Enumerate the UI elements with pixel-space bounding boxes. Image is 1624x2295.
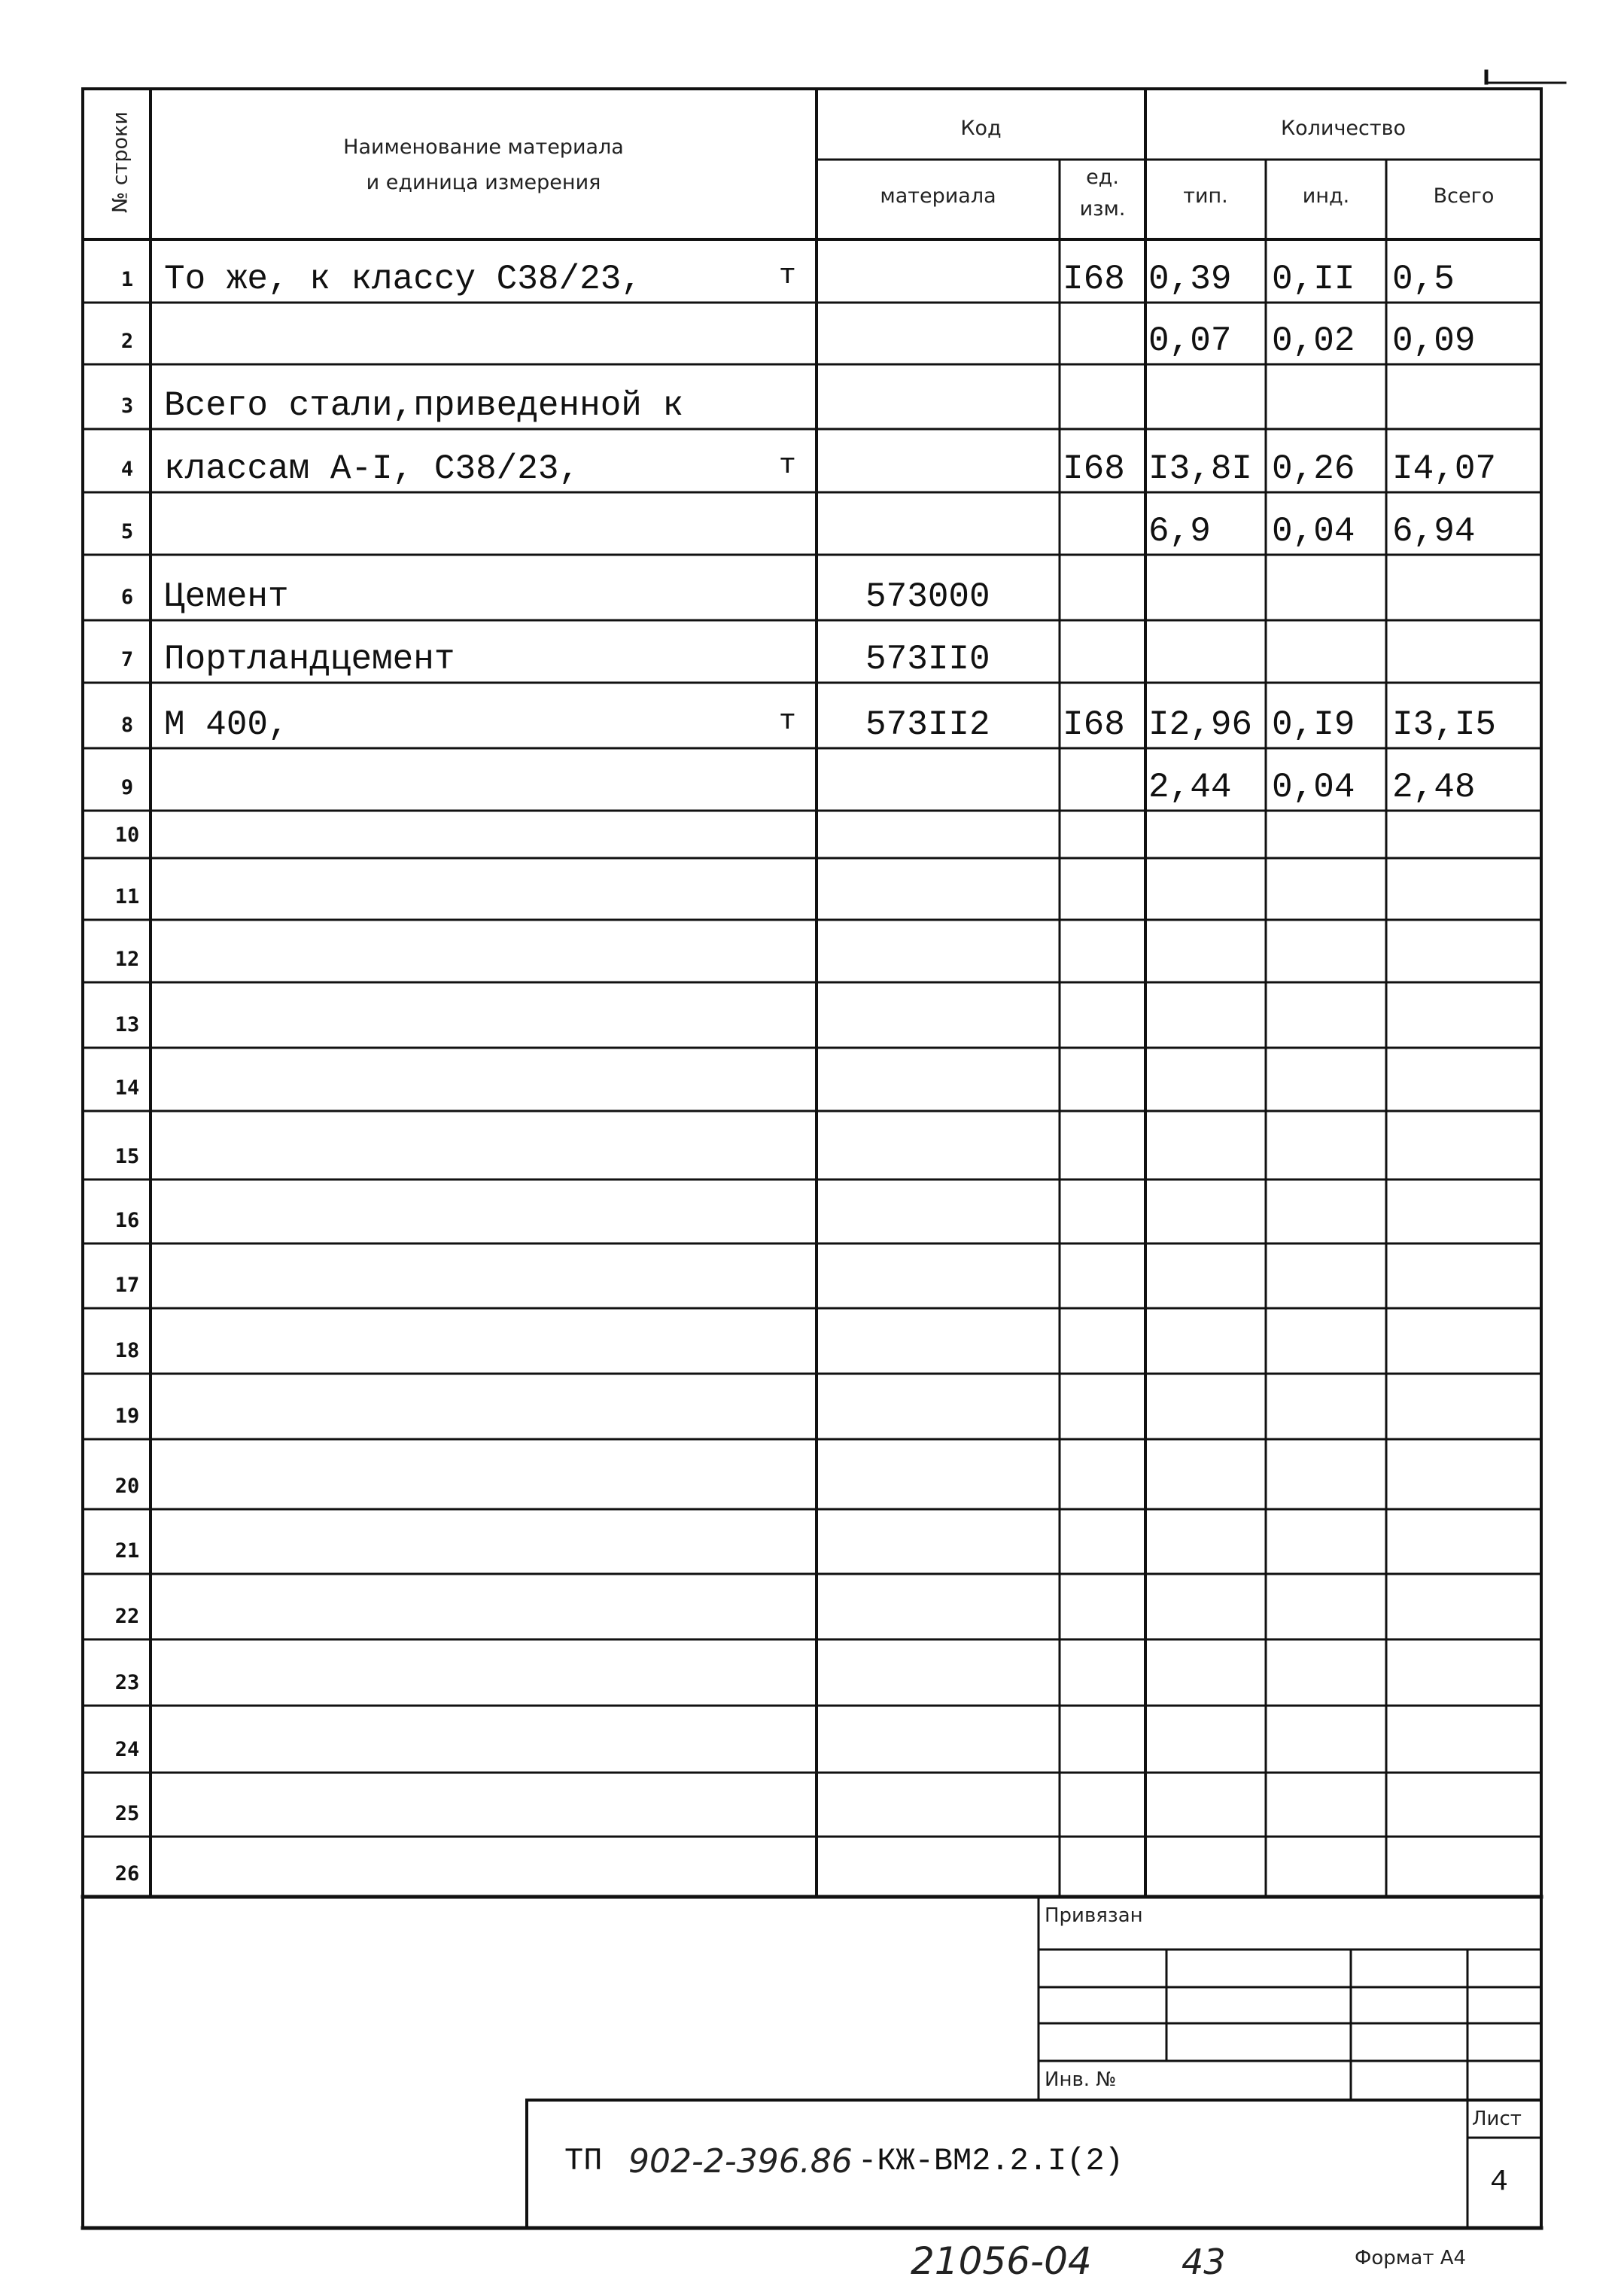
- row-unit-code: I68: [1063, 260, 1125, 299]
- row-qty-ind: 0,26: [1272, 449, 1355, 489]
- row-number: 22: [114, 1605, 140, 1628]
- stamp-inv-label: Инв. №: [1045, 2068, 1117, 2091]
- row-number: 23: [114, 1671, 140, 1694]
- row-qty-total: I4,07: [1392, 449, 1497, 489]
- footer-format: Формат А4: [1355, 2247, 1467, 2269]
- header-code: Код: [960, 117, 1002, 140]
- row-material-code: 573000: [865, 577, 990, 616]
- row-name: Цемент: [164, 577, 289, 616]
- row-number: 17: [114, 1274, 140, 1297]
- stamp-sheet-label: Лист: [1472, 2108, 1522, 2130]
- row-name: Всего стали,приведенной к: [164, 386, 684, 425]
- header-unit-line2: изм.: [1079, 197, 1126, 221]
- stamp-doc-prefix: ТП: [564, 2143, 603, 2179]
- row-number: 21: [114, 1539, 140, 1563]
- header-typ: тип.: [1183, 184, 1228, 208]
- row-number: 19: [114, 1405, 140, 1428]
- stamp-doc-handwritten: 902-2-396.86: [628, 2142, 853, 2181]
- row-unit-letter: т: [779, 705, 796, 738]
- row-qty-ind: 0,02: [1272, 321, 1355, 361]
- header-unit-line1: ед.: [1086, 166, 1119, 189]
- row-name: М 400,: [164, 705, 289, 744]
- row-number: 7: [120, 648, 134, 671]
- row-number: 2: [120, 330, 134, 353]
- row-qty-total: 6,94: [1392, 512, 1476, 551]
- row-number: 24: [114, 1738, 140, 1761]
- header-total: Всего: [1433, 184, 1495, 208]
- row-name: То же, к классу С38/23,: [164, 260, 642, 299]
- row-qty-ind: 0,I9: [1272, 705, 1355, 744]
- header-name-line2: и единица измерения: [366, 171, 601, 194]
- row-material-code: 573II2: [865, 705, 990, 744]
- row-qty-total: I3,I5: [1392, 705, 1497, 744]
- row-unit-code: I68: [1063, 449, 1125, 489]
- row-number: 4: [120, 458, 134, 481]
- row-qty-typ: 0,39: [1148, 260, 1232, 299]
- row-qty-ind: 0,II: [1272, 260, 1355, 299]
- row-unit-letter: т: [779, 260, 796, 292]
- row-number: 10: [114, 823, 140, 847]
- header-qty: Количество: [1280, 117, 1407, 140]
- footer-handwritten-page: 43: [1182, 2242, 1226, 2282]
- row-name: Портландцемент: [164, 640, 455, 679]
- row-qty-typ: 2,44: [1148, 768, 1232, 807]
- row-number: 5: [120, 520, 134, 543]
- row-number: 18: [114, 1339, 140, 1362]
- row-qty-typ: I3,8I: [1148, 449, 1253, 489]
- row-unit-code: I68: [1063, 705, 1125, 744]
- row-number: 9: [120, 776, 134, 799]
- row-number: 25: [114, 1802, 140, 1825]
- row-number: 11: [114, 885, 140, 909]
- row-number: 20: [114, 1475, 140, 1498]
- row-unit-letter: т: [779, 449, 796, 482]
- row-name: классам А-I, С38/23,: [164, 449, 580, 489]
- row-number: 12: [114, 948, 140, 971]
- row-number: 26: [114, 1862, 140, 1886]
- stamp-sheet-number: 4: [1490, 2166, 1509, 2199]
- row-qty-typ: I2,96: [1148, 705, 1253, 744]
- row-number: 15: [114, 1145, 140, 1168]
- row-material-code: 573II0: [865, 640, 990, 679]
- row-number: 13: [114, 1013, 140, 1036]
- row-qty-total: 2,48: [1392, 768, 1476, 807]
- row-number: 8: [120, 714, 134, 737]
- row-number: 3: [120, 394, 134, 418]
- row-number: 6: [120, 586, 134, 609]
- row-qty-total: 0,09: [1392, 321, 1476, 361]
- row-number: 16: [114, 1209, 140, 1232]
- header-material: материала: [880, 184, 996, 208]
- row-qty-ind: 0,04: [1272, 512, 1355, 551]
- row-qty-ind: 0,04: [1272, 768, 1355, 807]
- footer-handwritten-code: 21056-04: [911, 2239, 1092, 2283]
- header-rownum: № строки: [108, 111, 132, 213]
- stamp-doc-suffix: -КЖ-ВМ2.2.I(2): [858, 2143, 1124, 2179]
- row-number: 14: [114, 1076, 140, 1100]
- stamp-bound-label: Привязан: [1045, 1904, 1143, 1927]
- header-name-line1: Наименование материала: [343, 135, 624, 159]
- row-number: 1: [120, 268, 134, 291]
- row-qty-typ: 0,07: [1148, 321, 1232, 361]
- row-qty-typ: 6,9: [1148, 512, 1211, 551]
- row-qty-total: 0,5: [1392, 260, 1455, 299]
- header-ind: инд.: [1302, 184, 1350, 208]
